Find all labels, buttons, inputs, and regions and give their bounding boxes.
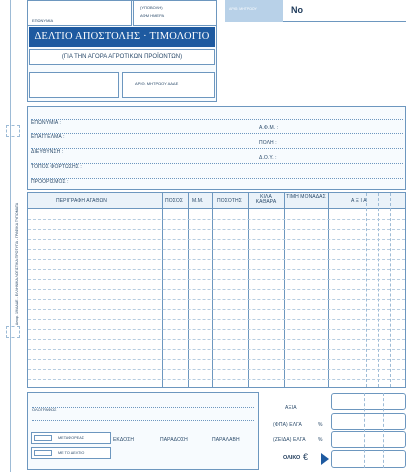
item-row	[28, 329, 405, 330]
total-box-1	[331, 393, 406, 410]
item-row	[28, 219, 405, 220]
item-row	[28, 279, 405, 280]
dieuthinsi-label: ΔΙΕΥΘΥΝΣΗ :	[31, 149, 64, 155]
item-row	[28, 249, 405, 250]
item-row	[28, 309, 405, 310]
document-subtitle: (ΓΙΑ ΤΗΝ ΑΓΟΡΑ ΑΓΡΟΤΙΚΩΝ ΠΡΟΪΟΝΤΩΝ)	[61, 54, 183, 60]
amount-words-row	[32, 398, 254, 412]
col-posotis: ΠΟΣΟΤΗΣ	[217, 198, 242, 204]
number-label: No	[291, 5, 303, 15]
vat-pct-2: %	[318, 437, 323, 443]
sep-9	[390, 193, 391, 387]
header-left-box	[29, 72, 119, 98]
subtitle-box	[29, 49, 215, 65]
sep-4	[248, 193, 249, 387]
total-arrow-icon	[321, 453, 329, 465]
col-kila: ΚΙΛΑ ΚΑΘΑΡΑ	[255, 194, 277, 205]
row-topos	[31, 155, 403, 170]
col-description: ΠΕΡΙΓΡΑΦΗ ΑΓΑΘΩΝ	[56, 198, 107, 204]
item-row	[28, 239, 405, 240]
total-box-4	[331, 450, 406, 468]
amount-words-label: ΟΛΟΓΡΑΦΩΣ	[32, 407, 57, 412]
signature-issue: ΕΚΔΟΣΗ	[113, 437, 135, 443]
item-row	[28, 289, 405, 290]
vat-box	[133, 0, 217, 26]
company-label: ΕΠΩΝΥΜΙΑ	[32, 18, 54, 23]
company-box	[27, 0, 132, 26]
items-table	[27, 192, 406, 388]
col-timi: ΤΙΜΗ ΜΟΝΑΔΑΣ	[286, 194, 326, 200]
row-dieuthinsi	[31, 140, 403, 155]
amount-words-line	[32, 413, 254, 421]
item-row	[28, 259, 405, 260]
item-row	[28, 299, 405, 300]
binding-mark-top	[6, 125, 20, 137]
registry-label: ΑΡΙΘ. ΜΗΤΡΩΟΥ ΑΑΔΕ	[135, 81, 179, 86]
carrier-box-2	[31, 447, 111, 459]
proorismos-label: ΠΡΟΟΡΙΣΜΟΣ :	[31, 179, 69, 185]
vat-small-1: (ΥΠΟΒΟΛΗ)	[140, 5, 163, 10]
item-row	[28, 319, 405, 320]
lock-tab-label: ΑΡΙΘ. ΜΗΤΡΩΟΥ	[229, 7, 257, 11]
vat-pct-1: %	[318, 422, 323, 428]
col-axia: Α Ξ Ι Α	[351, 198, 367, 204]
topos-label: ΤΟΠΟΣ ΦΟΡΤΩΣΗΣ :	[31, 164, 82, 170]
form-left-margin	[10, 0, 11, 472]
signature-receipt: ΠΑΡΑΛΑΒΗ	[212, 437, 240, 443]
document-title: ΔΕΛΤΙΟ ΑΠΟΣΤΟΛΗΣ · ΤΙΜΟΛΟΓΙΟ	[34, 31, 210, 42]
carrier-label-2: ΜΕ ΤΟ ΔΕΛΤΙΟ	[58, 451, 85, 455]
vat-small-2: ΑΦΜ ΗΜΕΡΑ	[140, 13, 165, 18]
item-row	[28, 269, 405, 270]
row-proorismos	[31, 170, 403, 185]
total-box-2	[331, 413, 406, 430]
total-sep	[383, 393, 384, 468]
binding-mark-bottom	[6, 326, 20, 338]
item-row	[28, 379, 405, 380]
vat-label-2: (ΖΕΙΔΑ) ΕΛΓΑ	[273, 437, 306, 443]
item-row	[28, 369, 405, 370]
epaggelma-label: ΕΠΑΓΓΕΛΜΑ :	[31, 134, 65, 140]
sep-3	[212, 193, 213, 387]
row-epaggelma	[31, 125, 403, 140]
title-bar	[29, 27, 215, 47]
total-label: ΟΛΙΚΟ	[283, 455, 301, 461]
sep-6	[328, 193, 329, 387]
item-row	[28, 339, 405, 340]
lock-tab	[225, 0, 283, 22]
sep-7	[366, 193, 367, 387]
eponymia-label: ΕΠΩΝΥΜΙΑ :	[31, 120, 62, 126]
signature-delivery: ΠΑΡΑΔΟΣΗ	[160, 437, 188, 443]
carrier-label-1: ΜΕΤΑΦΟΡΕΑΣ	[58, 436, 85, 440]
registry-box	[122, 72, 215, 98]
sep-2	[188, 193, 189, 387]
value-label: ΑΞΙΑ	[285, 405, 297, 411]
poli-label: ΠΟΛΗ :	[259, 140, 277, 146]
euro-sign: €	[303, 452, 309, 462]
carrier-box-1	[31, 432, 111, 444]
row-eponymia	[31, 111, 403, 126]
side-imprint-text: Αποφ. 19/ΑΑΔΕ - ΕΛΛΗΝΙΚΑ ΛΟΓΙΣΤΙΚΑ ΠΡΟΤΥΠΑ - ΓΡΑΦΙΚΑ ΤΥΠΩΜΑΤΑ	[15, 202, 19, 326]
col-posos: ΠΟΣΟΣ	[165, 198, 184, 204]
checkbox[interactable]	[34, 450, 52, 456]
total-box-3	[331, 431, 406, 448]
sep-8	[378, 193, 379, 387]
item-row	[28, 349, 405, 350]
item-row	[28, 359, 405, 360]
checkbox[interactable]	[34, 435, 52, 441]
col-mm: Μ.Μ.	[192, 198, 204, 204]
sep-5	[284, 193, 285, 387]
item-row	[28, 229, 405, 230]
afm-label: Α.Φ.Μ. :	[259, 125, 279, 131]
doy-label: Δ.Ο.Υ. :	[259, 155, 277, 161]
sep-1	[162, 193, 163, 387]
vat-label-1: (ΦΠΑ) ΕΛΓΑ	[273, 422, 302, 428]
number-box	[283, 0, 406, 22]
total-sep	[364, 393, 365, 468]
